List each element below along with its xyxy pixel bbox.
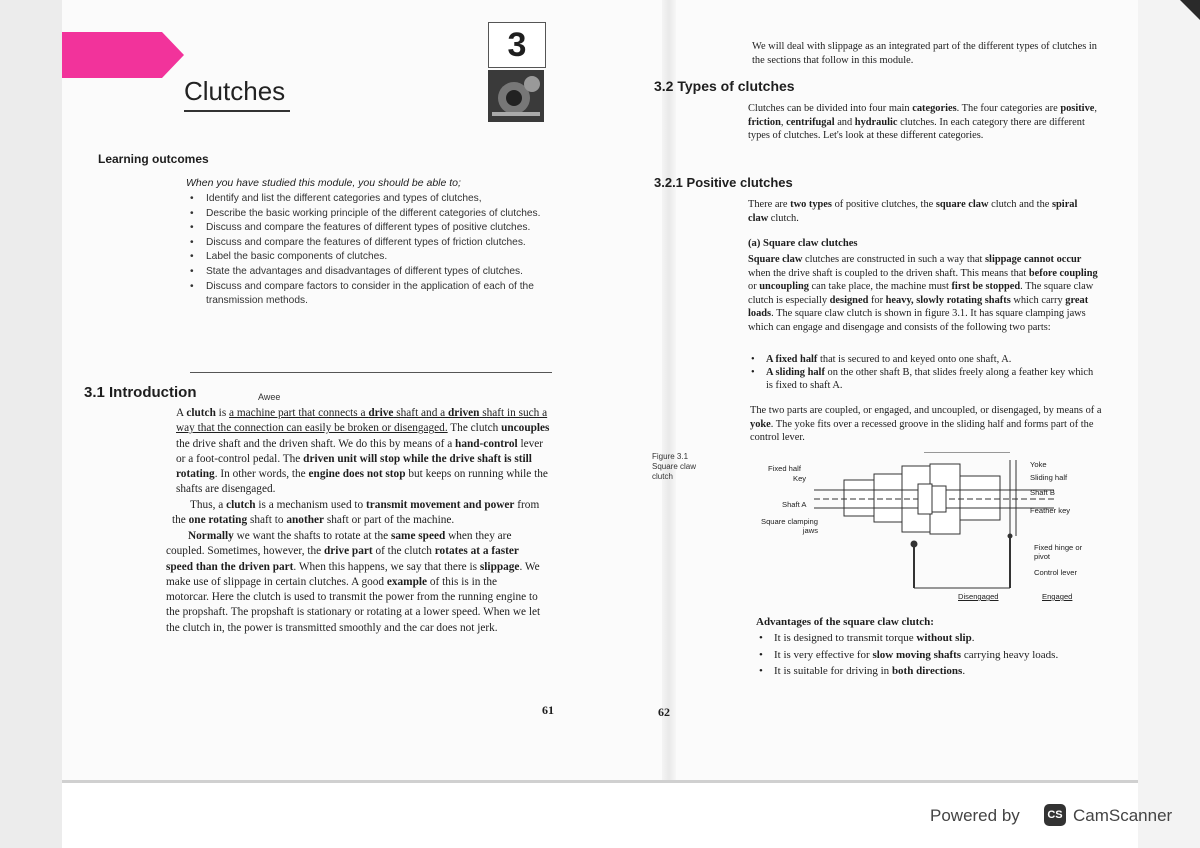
- chapter-tab: [62, 32, 184, 78]
- introduction-heading: 3.1 Introduction: [84, 384, 197, 401]
- advantages-heading: Advantages of the square claw clutch:: [756, 616, 934, 628]
- types-heading: 3.2 Types of clutches: [654, 78, 795, 94]
- label-fixed-half: Fixed half: [768, 464, 801, 473]
- advantages-list: [756, 630, 1108, 680]
- page-edge-shadow: [62, 780, 1138, 783]
- chapter-number: 3: [488, 22, 546, 68]
- handwritten-note: Awee: [258, 392, 281, 402]
- list-item: • Describe the basic working principle of the different categories of clutches.: [186, 207, 556, 222]
- slippage-note: We will deal with slippage as an integrated part of the different types of clutches in the sections that follow in this module.: [752, 41, 1097, 66]
- positive-clutches-heading: 3.2.1 Positive clutches: [654, 175, 793, 190]
- scan-border-left: [0, 0, 62, 848]
- list-item: • State the advantages and disadvantages of different types of clutches.: [186, 265, 556, 280]
- chapter-title: Clutches: [184, 76, 286, 106]
- powered-by-label: Powered by: [930, 806, 1020, 825]
- list-item: • Discuss and compare the features of different types of positive clutches.: [186, 221, 556, 236]
- list-item: • Identify and list the different categories and types of clutches,: [186, 192, 556, 207]
- learning-outcomes-heading: Learning outcomes: [98, 152, 209, 166]
- square-claw-clutch-diagram: [814, 452, 1054, 608]
- list-item: • Label the basic components of clutches.: [186, 250, 556, 265]
- list-item: • Discuss and compare factors to consider in the application of each of the transmission methods.: [186, 280, 556, 309]
- label-engaged: Engaged: [1042, 592, 1073, 601]
- list-item: • Discuss and compare the features of different types of friction clutches.: [186, 236, 556, 251]
- gear-illustration-icon: [488, 70, 544, 122]
- learning-outcomes-intro: When you have studied this module, you should be able to;: [186, 177, 461, 189]
- label-key: Key: [793, 474, 807, 483]
- list-item: • A fixed half that is secured to and keyed onto one shaft, A.: [748, 353, 1100, 366]
- section-divider: [190, 372, 552, 373]
- book-spread: [62, 0, 1138, 782]
- intro-paragraph-3: Normally we want the shafts to rotate at the same speed when they are coupled. Sometimes, however, the drive part of the clutch rotates at a faster speed than the driven part. When this happens, we say that there is slippage. We make use of slippage in certain clutches. A good example of this is in the motorcar. Here the clutch is used to transmit the power from the running engine to the propshaft. The propshaft is stationary or rotating at a lower speed. When we let the clutch in, the power is transmitted smoothly and the car does not jerk.: [166, 530, 541, 634]
- types-paragraph: Clutches can be divided into four main categories. The four categories are positive, friction, centrifugal and hydraulic clutches. In each category there are different types of clutches. Let's look at these different categories.: [748, 103, 1097, 142]
- list-item: • A sliding half on the other shaft B, that slides freely along a feather key which is fixed to shaft A.: [748, 366, 1100, 392]
- square-claw-heading: (a) Square claw clutches: [748, 238, 858, 249]
- camscanner-logo-icon: CS: [1044, 804, 1066, 826]
- square-claw-parts-list: [748, 353, 1100, 393]
- camscanner-brand: CamScanner: [1073, 806, 1173, 825]
- figure-caption: Figure 3.1 Square claw clutch: [652, 452, 697, 481]
- label-sliding-half: Sliding half: [1030, 473, 1068, 482]
- list-item: • It is suitable for driving in both directions.: [756, 663, 1108, 680]
- label-fixed-hinge: Fixed hinge or pivot: [1034, 543, 1083, 561]
- label-disengaged: Disengaged: [958, 592, 999, 601]
- page-number-right: 62: [658, 705, 670, 719]
- label-shaft-a: Shaft A: [782, 500, 807, 509]
- label-square-jaws: Square clamping jaws: [761, 517, 818, 535]
- page-number-left: 61: [542, 703, 554, 717]
- label-feather-key: Feather key: [1030, 506, 1071, 515]
- list-item: • It is very effective for slow moving shafts carrying heavy loads.: [756, 647, 1108, 664]
- label-yoke: Yoke: [1030, 460, 1047, 469]
- coupling-paragraph: The two parts are coupled, or engaged, and uncoupled, or disengaged, by means of a yoke. The yoke fits over a recessed groove in the sliding half and forms part of the control lever.: [750, 405, 1102, 444]
- scan-corner: [1180, 0, 1200, 20]
- intro-paragraph-1: A clutch is a machine part that connects a drive shaft and a driven shaft in such a way that the connection can easily be broken or disengaged. The clutch uncouples the drive shaft and the driven shaft. We do this by means of a hand-control lever or a foot-control pedal. The driven unit will stop while the drive shaft is still rotating. In other words, the engine does not stop but keeps on running while the shafts are disengaged.: [176, 407, 550, 496]
- book-gutter: [662, 0, 676, 782]
- title-underline: [184, 110, 290, 112]
- scan-border-right: [1138, 0, 1200, 848]
- label-shaft-b: Shaft B: [1030, 488, 1055, 497]
- intro-paragraph-2: Thus, a clutch is a mechanism used to transmit movement and power from the one rotating shaft to another shaft or part of the machine.: [172, 499, 540, 527]
- square-claw-paragraph: Square claw clutches are constructed in such a way that slippage cannot occur when the drive shaft is coupled to the driven shaft. This means that before coupling or uncoupling can take place, the machine must first be stopped. The square claw clutch is especially designed for heavy, slowly rotating shafts which carry great loads. The square claw clutch is shown in figure 3.1. It has square clamping jaws which can engage and disengage and consists of the following two parts:: [748, 254, 1098, 333]
- label-control-lever: Control lever: [1034, 568, 1078, 577]
- learning-outcomes-list: [186, 192, 556, 309]
- list-item: • It is designed to transmit torque without slip.: [756, 630, 1108, 647]
- positive-paragraph: There are two types of positive clutches, the square claw clutch and the spiral claw clutch.: [748, 199, 1078, 224]
